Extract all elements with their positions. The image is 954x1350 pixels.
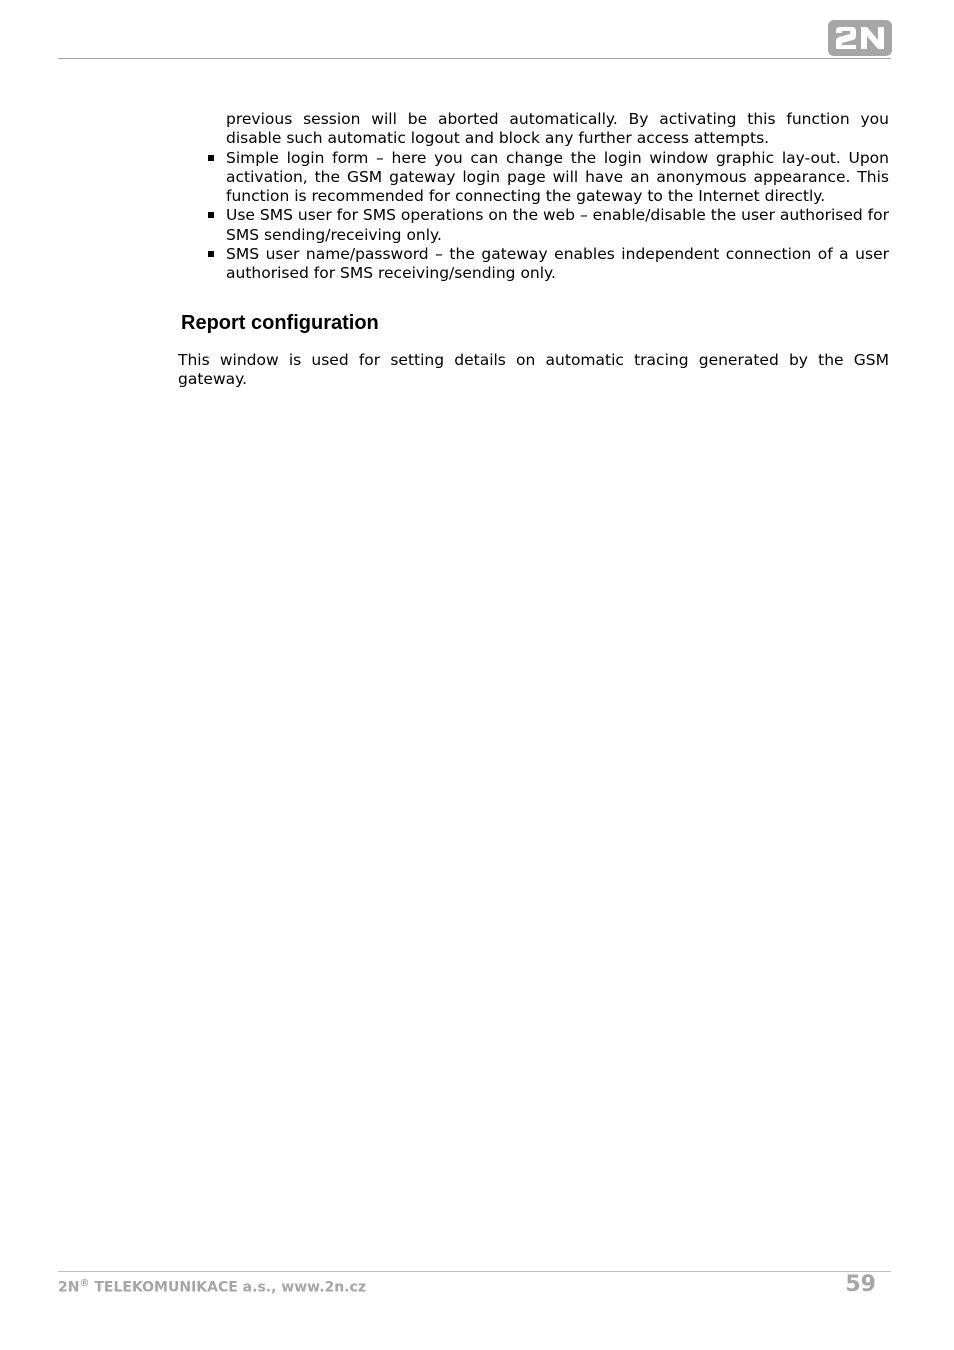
list-item-text: Use SMS user for SMS operations on the web – enable/disable the user authorised for SMS sending/receiving only. <box>226 206 889 244</box>
footer-company-text: TELEKOMUNIKACE a.s., www.2n.cz <box>89 1279 366 1296</box>
footer-brand: 2N <box>58 1279 80 1296</box>
square-bullet-icon <box>208 251 214 257</box>
continuation-paragraph: previous session will be aborted automatically. By activating this function you disable such automatic logout and block any further access attempts. <box>226 110 889 148</box>
2n-logo-icon <box>828 20 892 56</box>
square-bullet-icon <box>208 212 214 218</box>
page-number: 59 <box>845 1272 876 1297</box>
page-content <box>178 110 889 389</box>
registered-mark: ® <box>79 1278 90 1289</box>
square-bullet-icon <box>208 155 214 161</box>
list-item-text: SMS user name/password – the gateway enables independent connection of a user authorised for SMS receiving/sending only. <box>226 245 889 283</box>
footer-company <box>58 1278 366 1296</box>
section-heading: Report configuration <box>181 311 379 334</box>
section-paragraph: This window is used for setting details on automatic tracing generated by the GSM gateway. <box>178 350 889 388</box>
list-item <box>178 149 889 207</box>
header-divider <box>58 58 891 59</box>
list-item <box>178 245 889 284</box>
list-item-text: Simple login form – here you can change the login window graphic lay-out. Upon activation, the GSM gateway login page will have an anonymous appearance. This function is recommended for connecting the gateway to the Internet directly. <box>226 148 889 206</box>
list-item <box>178 206 889 245</box>
bullet-list <box>178 149 889 284</box>
footer-divider <box>58 1271 891 1272</box>
